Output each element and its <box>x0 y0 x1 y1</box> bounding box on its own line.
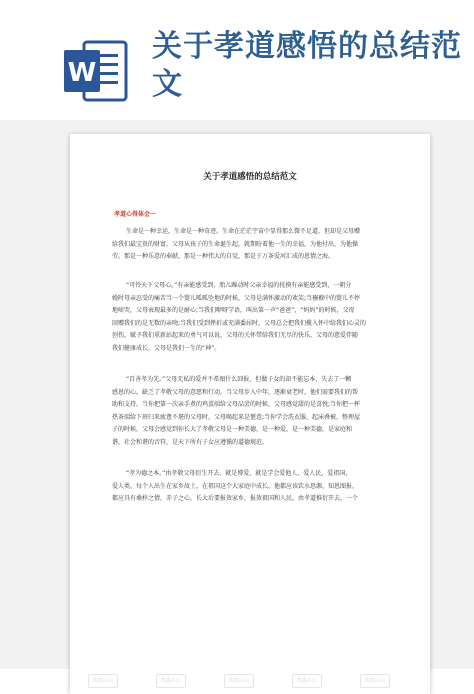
word-logo-letter: W <box>67 58 97 88</box>
paragraph-line: 谐，社会和谐的音符，是天下所有子女应遵循的道德规范。 <box>112 438 269 446</box>
word-logo-icon <box>62 38 128 104</box>
paragraph-line: 爱人类。每个人出生在家乡故土，在祖国这个大家庭中成长，他都应该饮水思源，知恩图报， <box>112 482 359 490</box>
paragraph-line: 子的时候，父母会感觉到你长大了孝敬父母是一种美德，是一种爱，是一种美德，是家庭和 <box>112 426 353 433</box>
document-title: 关于孝道感悟的总结范文 <box>203 172 297 182</box>
paragraph-line: 我们健康成长，父母是我们一生的“神”。 <box>112 344 221 352</box>
banner-title: 关于孝道感悟的总结范文 <box>152 29 462 102</box>
watermark-stamp: 熊猫办公 <box>156 674 186 688</box>
paragraph-line: 给我们最宝贵的财富。父母从孩子的生命诞生起，就期盼着他一生的幸福，为他付出，为他操 <box>112 240 359 248</box>
watermark-stamp: 熊猫办公 <box>292 674 322 688</box>
paragraph-line: 劳。那是一种乐意的奉献，那是一种伟大的自觉，那是于万条爱河汇成的恩情之海。 <box>112 253 335 260</box>
document-page <box>70 134 430 694</box>
document-preview-area <box>0 120 474 684</box>
paragraph-3 <box>112 374 402 449</box>
paragraph-line: 回赠我们的是无数的亲吻;当我们受到挫折或充满委屈时，父母总会把我们揽入怀中给我们心灵的 <box>112 319 367 327</box>
paragraph-line: “百善孝为先。”父母无私的爱并不希图什么回报，但做子女的却不能忘本，失去了一颗 <box>126 376 352 383</box>
paragraph-line: 助和支持。当你把第一次亲手煮的鸡蛋端给父母品尝的时候，父母感觉甜的是喜悦;当你把一杯 <box>112 401 361 408</box>
paragraph-line: 娩时母亲忍受的痛苦当一个婴儿呱呱坠地的时候，父母是满怀激动的欢笑;当襁褓中的婴儿不停 <box>112 294 361 302</box>
paragraph-line: 热茶端给下班归来疲惫不堪的父母时，父母喝起来是惬意;当你学会洗衣服，起床叠被，整理屋 <box>112 413 361 421</box>
watermark-stamp: 熊猫办公 <box>224 674 254 688</box>
paragraph-line: “孝为德之本。”由孝敬父母衍生开去，就是博爱，就是学会爱他人，爱人民，爱祖国， <box>126 470 352 477</box>
paragraph-2 <box>112 280 402 355</box>
document-subheading: 孝道心得体会一 <box>114 211 157 218</box>
paragraph-line: 感恩的心，缺乏了孝敬父母的意愿和行动。当父母步入中年，逐渐衰老时，他们需要我们的帮 <box>112 388 359 396</box>
paragraph-line: 创伤，赋予我们重新站起来的勇气可以说，父母的关怀带给我们无尽的快乐，父母的慈爱伴随 <box>112 332 359 339</box>
watermark-strip <box>70 674 430 688</box>
watermark-stamp: 熊猫办公 <box>360 674 390 688</box>
banner <box>0 0 474 120</box>
paragraph-4 <box>112 468 402 506</box>
watermark-stamp: 熊猫办公 <box>88 674 118 688</box>
paragraph-line: 都应具有桑梓之情，赤子之心，长大后要报效家乡，报效祖国和人民。由孝道推衍开去，一个 <box>112 495 359 502</box>
paragraph-line: 地啼哭，父母表现最多的是耐心;当我们咿呀学语，叫出第一声“爸爸”，“妈妈”的时候，父母 <box>112 307 355 314</box>
paragraph-1 <box>112 226 402 264</box>
paragraph-line: 生命是一种幸运，生命是一种奇迹。生命在茫茫宇宙中显得那么微不足道，但却是父母赠 <box>126 228 361 235</box>
paragraph-line: “可怜天下父母心。”有亲能感受到，胎儿躁动时父亲幸福的抚摸有亲能感受到，一朝分 <box>126 282 352 289</box>
